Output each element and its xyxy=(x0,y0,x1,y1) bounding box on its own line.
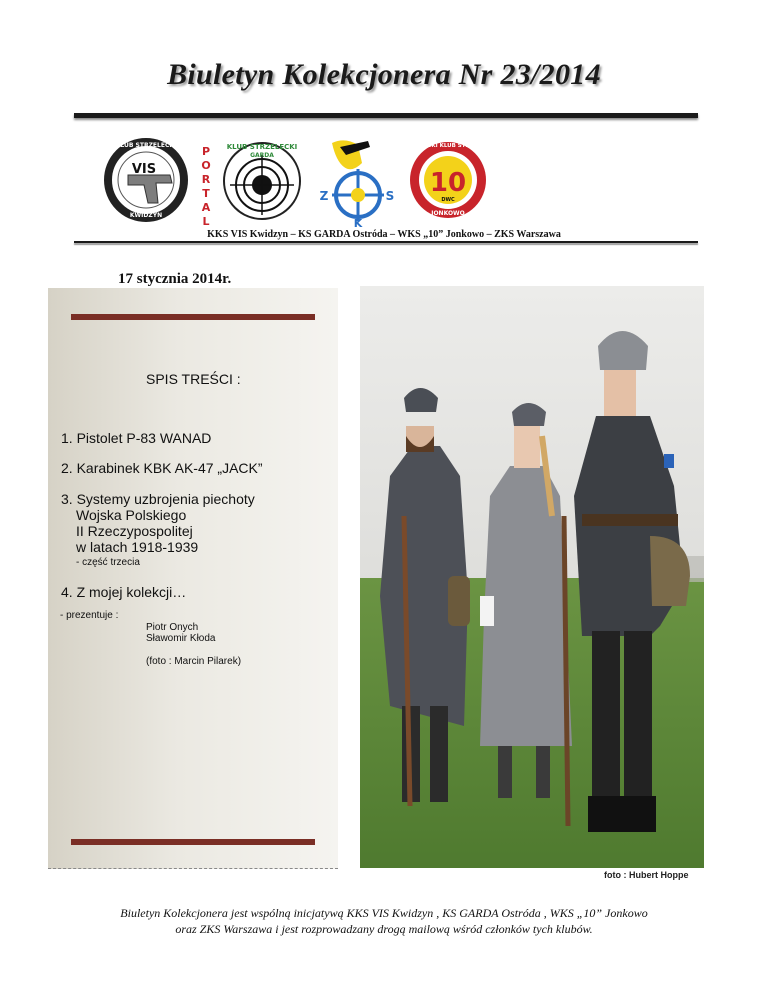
wks-sub: DWC xyxy=(441,197,455,203)
header-rule xyxy=(74,113,698,118)
svg-text:P: P xyxy=(201,145,211,158)
toc-bar-top xyxy=(71,314,315,320)
svg-text:R: R xyxy=(201,173,211,186)
zks-letter-k: K xyxy=(353,217,363,228)
toc-item-3-line-1: 3. Systemy uzbrojenia piechoty xyxy=(61,491,255,507)
toc-author-2: Sławomir Kłoda xyxy=(146,633,216,644)
garda-ostroda-logo xyxy=(224,143,300,219)
toc-item-3-line-2: Wojska Polskiego xyxy=(76,507,187,523)
footer-line-1: Biuletyn Kolekcjonera jest wspólną inicjatywą KKS VIS Kwidzyn , KS GARDA Ostróda , WKS „10” Jonkowo xyxy=(120,906,648,920)
svg-text:O: O xyxy=(201,159,211,172)
garda-name: GARDA xyxy=(250,152,274,159)
vis-center-text: VIS xyxy=(131,162,157,177)
clubs-line: KKS VIS Kwidzyn – KS GARDA Ostróda – WKS „10” Jonkowo – ZKS Warszawa xyxy=(207,229,561,240)
vis-ring-text: KLUB STRZELECKI xyxy=(115,142,177,149)
footer-line-2: oraz ZKS Warszawa i jest rozprowadzany drogą mailową wśród członków tych klubów. xyxy=(175,922,593,936)
toc-panel xyxy=(48,288,338,869)
clubs-rule xyxy=(74,241,698,243)
vis-bottom-text: KWIDZYN xyxy=(129,212,163,219)
wks-jonkowo-logo xyxy=(401,141,495,218)
toc-item-3-line-3: II Rzeczypospolitej xyxy=(76,523,193,539)
toc-item-3-note: - część trzecia xyxy=(76,557,140,568)
toc-bar-bottom xyxy=(71,839,315,845)
svg-text:A: A xyxy=(201,201,211,214)
toc-item-3-line-4: w latach 1918-1939 xyxy=(76,539,199,555)
toc-item-1: 1. Pistolet P-83 WANAD xyxy=(61,430,212,446)
toc-heading: SPIS TREŚCI : xyxy=(146,371,241,387)
wks-ring-text: WARMIŃSKI KLUB STRZELECKI xyxy=(400,143,496,149)
zks-letter-s: S xyxy=(385,189,395,203)
toc-item-4: 4. Z mojej kolekcji… xyxy=(61,584,187,600)
portal-letters xyxy=(201,145,210,228)
toc-item-2: 2. Karabinek KBK AK-47 „JACK” xyxy=(61,460,263,476)
issue-date: 17 stycznia 2014r. xyxy=(118,271,232,287)
svg-text:L: L xyxy=(202,215,210,228)
toc-photo-note: (foto : Marcin Pilarek) xyxy=(146,656,242,667)
garda-ring-text: KLUB STRZELECKI xyxy=(226,143,298,151)
bulletin-title: Biuletyn Kolekcjonera Nr 23/2014 xyxy=(167,58,601,91)
zks-letter-z: Z xyxy=(319,189,329,203)
vis-kwidzyn-logo xyxy=(108,142,184,219)
footer-note xyxy=(40,905,728,937)
svg-text:T: T xyxy=(202,187,210,200)
wks-number: 10 xyxy=(429,168,467,198)
wks-bottom-text: JONKOWO xyxy=(431,210,465,217)
toc-presents-label: - prezentuje : xyxy=(60,610,119,621)
club-logos xyxy=(100,133,690,228)
toc-author-1: Piotr Onych xyxy=(146,622,199,633)
photo-credit: foto : Hubert Hoppe xyxy=(604,870,689,880)
zks-warszawa-logo xyxy=(320,140,395,228)
reenactors-photo xyxy=(360,286,704,868)
